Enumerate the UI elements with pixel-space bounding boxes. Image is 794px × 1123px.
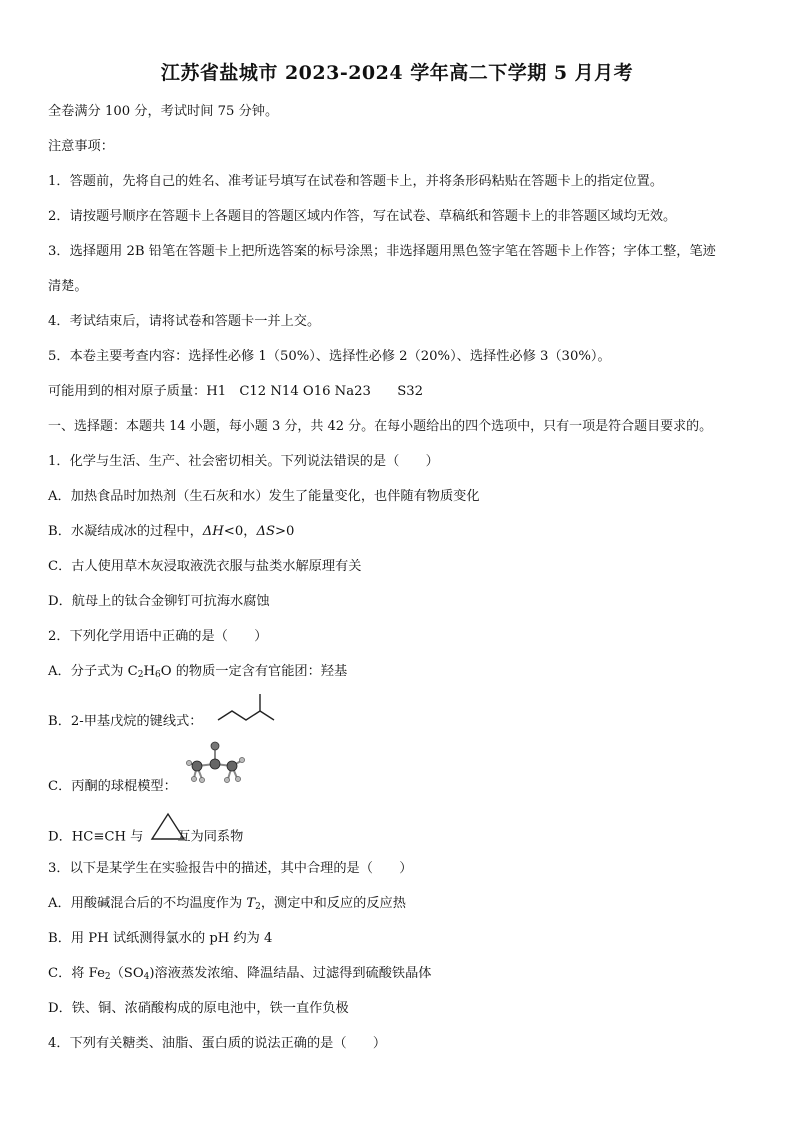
notice-item: 5．本卷主要考查内容：选择性必修 1（50%）、选择性必修 2（20%）、选择性必修 3（30%）。 xyxy=(48,349,611,364)
q2-option-b: B．2-甲基戊烷的键线式： xyxy=(48,714,203,729)
notice-item-cont: 清楚。 xyxy=(48,279,88,294)
q2-stem: 2．下列化学用语中正确的是（ ） xyxy=(48,629,268,644)
q1-option-c: C．古人使用草木灰浸取液洗衣服与盐类水解原理有关 xyxy=(48,559,362,574)
notice-item: 4．考试结束后，请将试卷和答题卡一并上交。 xyxy=(48,314,321,329)
cyclopropane-triangle xyxy=(150,812,186,842)
notice-item: 2．请按题号顺序在答题卡上各题目的答题区域内作答，写在试卷、草稿纸和答题卡上的非答题区域均无效。 xyxy=(48,209,677,224)
q2-option-c: C．丙酮的球棍模型： xyxy=(48,779,177,794)
notice-heading: 注意事项： xyxy=(48,139,114,154)
atomic-masses: 可能用到的相对原子质量：H1 C12 N14 O16 Na23 S32 xyxy=(48,384,424,399)
skeletal-formula-2-methylpentane xyxy=(214,690,284,726)
q3-option-c: C．将 $Fe_2(SO_4)$溶液蒸发浓缩、降温结晶、过滤得到硫酸铁晶体 xyxy=(48,966,432,982)
q3-option-a: A．用酸碱混合后的不均温度作为 $T_2$，测定中和反应的反应热 xyxy=(48,896,406,912)
section-heading: 一、选择题：本题共 14 小题，每小题 3 分，共 42 分。在每小题给出的四个选项中，只有一项是符合题目要求的。 xyxy=(48,419,713,434)
q1-stem: 1．化学与生活、生产、社会密切相关。下列说法错误的是（ ） xyxy=(48,454,439,469)
notice-item: 1．答题前，先将自己的姓名、准考证号填写在试卷和答题卡上，并将条形码粘贴在答题卡上的指定位置。 xyxy=(48,174,664,189)
notice-item: 3．选择题用 2B 铅笔在答题卡上把所选答案的标号涂黑；非选择题用黑色签字笔在答题卡上作答；字体工整，笔迹 xyxy=(48,244,716,259)
score-time: 全卷满分 100 分，考试时间 75 分钟。 xyxy=(48,104,279,119)
ball-stick-model-acetone xyxy=(186,740,250,790)
q3-option-b: B．用 PH 试纸测得氯水的 pH 约为 4 xyxy=(48,931,273,946)
q2-option-d: D．HC≡CH 与 互为同系物 xyxy=(48,829,244,845)
q4-stem: 4．下列有关糖类、油脂、蛋白质的说法正确的是（ ） xyxy=(48,1036,387,1051)
q3-stem: 3．以下是某学生在实验报告中的描述，其中合理的是（ ） xyxy=(48,861,413,876)
q3-option-d: D．铁、铜、浓硝酸构成的原电池中，铁一直作负极 xyxy=(48,1001,349,1016)
q1-option-b: B．水凝结成冰的过程中，ΔH<0，ΔS>0 xyxy=(48,524,295,539)
q1-option-a: A．加热食品时加热剂（生石灰和水）发生了能量变化，也伴随有物质变化 xyxy=(48,489,480,504)
page-title: 江苏省盐城市 2023-2024 学年高二下学期 5 月月考 xyxy=(160,62,634,84)
q1-option-d: D．航母上的钛合金铆钉可抗海水腐蚀 xyxy=(48,594,270,609)
q2-option-a: A．分子式为 $C_2H_6O$ 的物质一定含有官能团：羟基 xyxy=(48,664,348,680)
